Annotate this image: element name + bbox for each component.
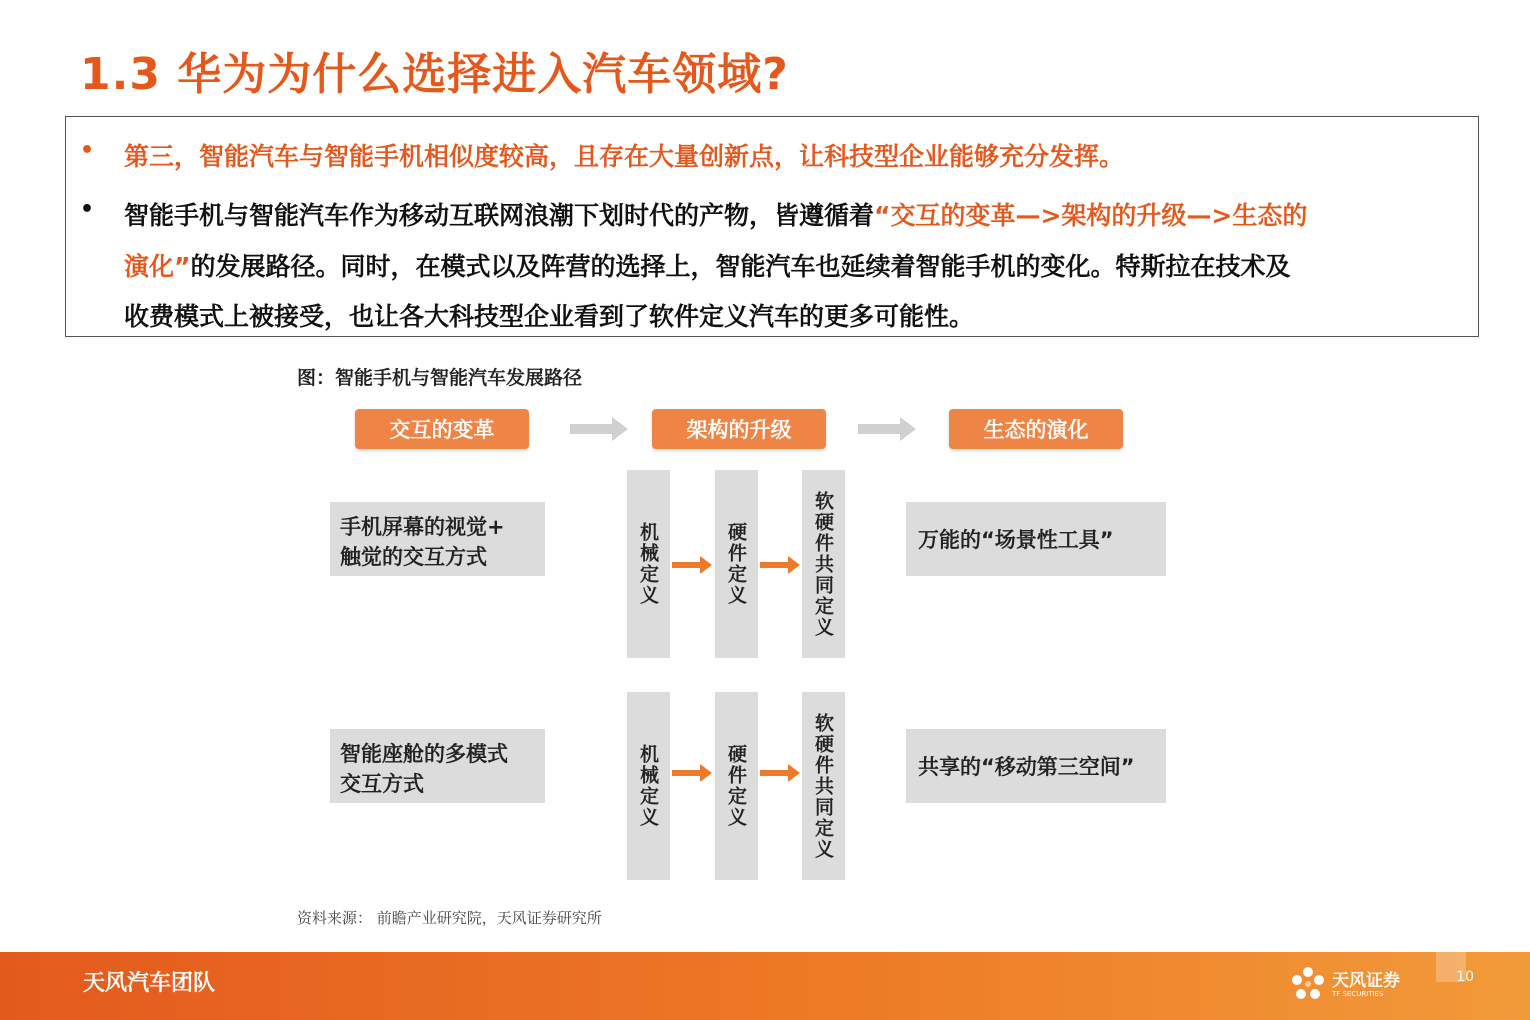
- car-step-mechanical-label: 机械定义: [637, 744, 659, 828]
- phone-arrow-2: [760, 556, 800, 574]
- page-number: 10: [1456, 969, 1474, 985]
- bullet-2-line-2: [124, 247, 1290, 283]
- stage-arrow-2: [858, 417, 916, 441]
- phone-step-mechanical-label: 机械定义: [637, 522, 659, 606]
- stage-architecture: 架构的升级: [652, 409, 826, 449]
- car-interaction-line-1: 智能座舱的多模式: [340, 742, 508, 766]
- car-step-mechanical: [627, 692, 670, 880]
- car-step-hardware: [715, 692, 758, 880]
- car-interaction-box: [330, 729, 545, 803]
- logo-subtitle: TF SECURITIES: [1332, 990, 1384, 998]
- footer-logo: [1290, 966, 1400, 1004]
- phone-step-hardware-label: 硬件定义: [725, 522, 747, 606]
- phone-step-software-hardware: [802, 470, 845, 658]
- bullet-2-line-1: [124, 196, 1307, 232]
- stage-ecosystem: 生态的演化: [949, 409, 1123, 449]
- stage-interaction: 交互的变革: [355, 409, 529, 449]
- phone-ecosystem-box: 万能的“场景性工具”: [906, 502, 1166, 576]
- figure-caption: 图：智能手机与智能汽车发展路径: [297, 367, 583, 389]
- footer-bar: [0, 952, 1530, 1020]
- bullet-1-text: 第三，智能汽车与智能手机相似度较高，且存在大量创新点，让科技型企业能够充分发挥。: [124, 142, 1125, 171]
- car-step-hardware-label: 硬件定义: [725, 744, 747, 828]
- phone-step-hardware: [715, 470, 758, 658]
- car-interaction-line-2: 交互方式: [340, 772, 424, 796]
- car-step-software-hardware-label: 软硬件共同定义: [812, 712, 834, 860]
- phone-arrow-1: [672, 556, 712, 574]
- bullet-2-line-3: 收费模式上被接受，也让各大科技型企业看到了软件定义汽车的更多可能性。: [124, 302, 975, 331]
- car-arrow-2: [760, 764, 800, 782]
- bullet-dot-2: •: [80, 197, 95, 222]
- source-note: 资料来源： 前瞻产业研究院，天风证券研究所: [297, 909, 602, 927]
- car-ecosystem-box: 共享的“移动第三空间”: [906, 729, 1166, 803]
- phone-interaction-line-1: 手机屏幕的视觉+: [340, 515, 505, 539]
- phone-step-software-hardware-label: 软硬件共同定义: [812, 490, 834, 638]
- car-arrow-1: [672, 764, 712, 782]
- phone-interaction-line-2: 触觉的交互方式: [340, 545, 487, 569]
- bullet-2-line-2-black: 的发展路径。同时，在模式以及阵营的选择上，智能汽车也延续着智能手机的变化。特斯拉在技术及: [190, 252, 1291, 281]
- bullet-2-line-1-black: 智能手机与智能汽车作为移动互联网浪潮下划时代的产物，皆遵循着: [124, 201, 875, 230]
- bullet-2-line-1-highlight: “交互的变革—>架构的升级—>生态的: [874, 201, 1308, 230]
- bullet-2-line-2-highlight: 演化”: [124, 252, 191, 281]
- logo-text-group: [1332, 972, 1400, 998]
- tf-logo-icon: [1290, 966, 1326, 1004]
- stage-arrow-1: [570, 417, 628, 441]
- car-step-software-hardware: [802, 692, 845, 880]
- page-title: 1.3 华为为什么选择进入汽车领域?: [80, 49, 789, 100]
- phone-step-mechanical: [627, 470, 670, 658]
- logo-name: 天风证券: [1332, 971, 1400, 991]
- bullet-dot-1: •: [80, 138, 95, 163]
- footer-team-name: 天风汽车团队: [83, 971, 216, 996]
- phone-interaction-box: [330, 502, 545, 576]
